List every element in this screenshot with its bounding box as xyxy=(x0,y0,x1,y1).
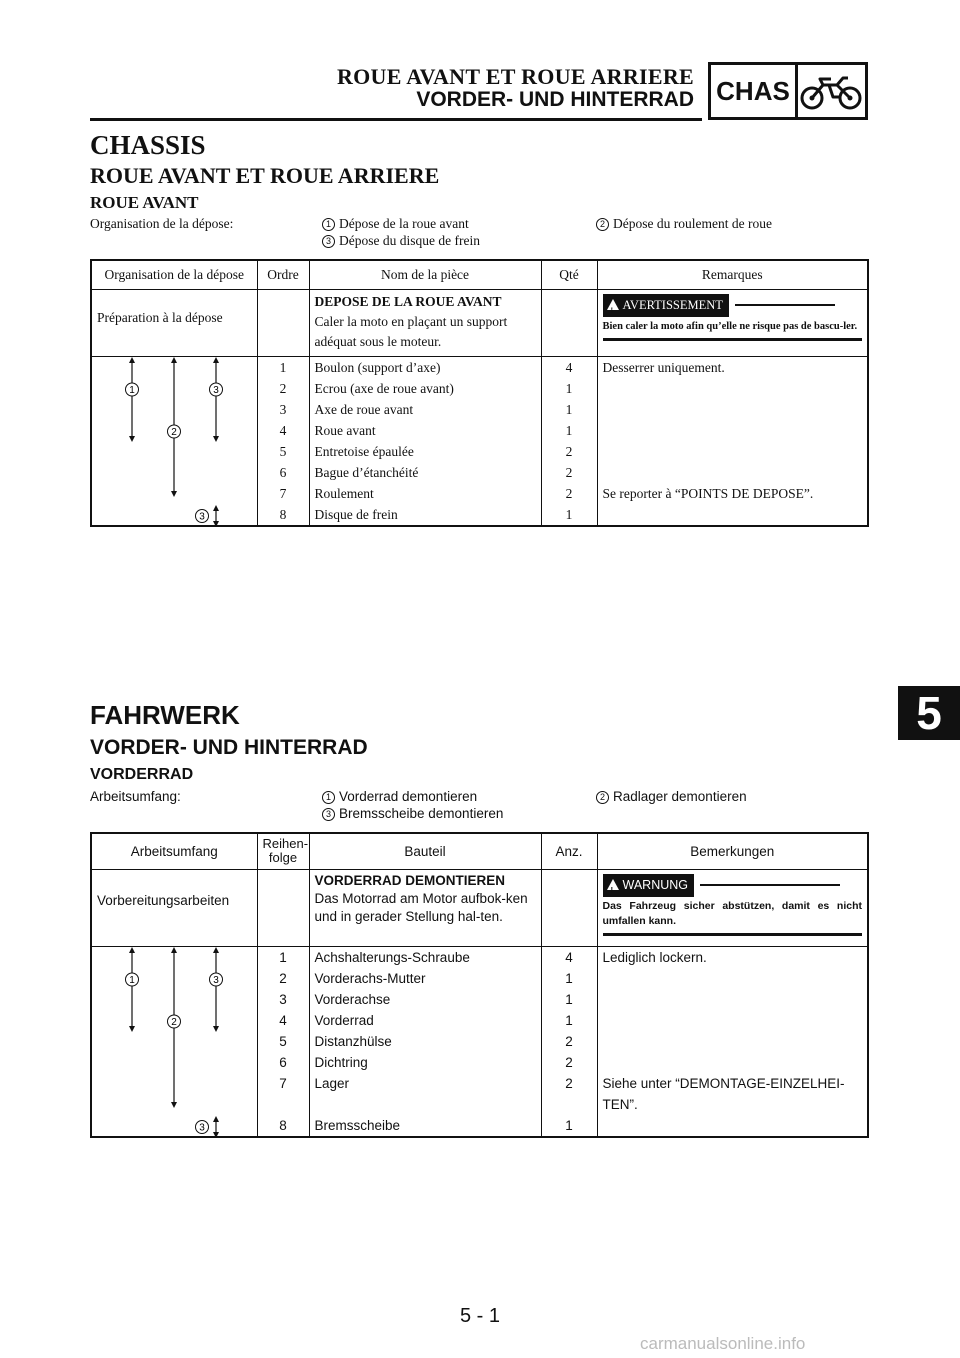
part-qty: 1 xyxy=(541,399,597,420)
part-qty: 2 xyxy=(541,1031,597,1052)
prep-title: VORDERRAD DEMONTIEREN xyxy=(314,872,506,888)
marker-3: 3 xyxy=(322,235,335,248)
step-order: 2 xyxy=(257,968,309,989)
scope-item-fr-1: 1 Dépose de la roue avant xyxy=(322,216,469,232)
scope-label-fr: Organisation de la dépose: xyxy=(90,216,234,231)
step-grouping-diagram xyxy=(91,356,257,526)
removal-table-fr xyxy=(90,259,869,527)
part-name: Axe de roue avant xyxy=(309,399,541,420)
step-order: 8 xyxy=(257,504,309,526)
col-header: Anz. xyxy=(541,833,597,869)
remark: Siehe unter “DEMONTAGE-EINZELHEI-TEN”. xyxy=(597,1073,868,1115)
step-grouping-diagram xyxy=(91,946,257,1137)
part-name: Bremsscheibe xyxy=(309,1115,541,1137)
remark xyxy=(597,420,868,441)
step-order: 1 xyxy=(257,946,309,968)
part-qty: 2 xyxy=(541,1052,597,1073)
step-order: 3 xyxy=(257,399,309,420)
part-name: Roue avant xyxy=(309,420,541,441)
section-badge xyxy=(708,62,868,120)
marker-1-label: 1 xyxy=(129,384,135,396)
col-header: Bemerkungen xyxy=(597,833,868,869)
page-number: 5 - 1 xyxy=(459,1305,501,1327)
remark xyxy=(597,1031,868,1052)
part-qty: 2 xyxy=(541,483,597,504)
marker-3-label: 3 xyxy=(213,974,219,986)
marker-3b-label: 3 xyxy=(199,511,205,522)
part-qty: 4 xyxy=(541,946,597,968)
col-header: Nom de la pièce xyxy=(309,260,541,289)
marker-2-label: 2 xyxy=(171,1016,177,1028)
col-header: Ordre xyxy=(257,260,309,289)
remark xyxy=(597,968,868,989)
step-order: 4 xyxy=(257,420,309,441)
motorcycle-icon xyxy=(799,69,863,115)
arrow-group-3-head-down xyxy=(213,436,219,442)
part-qty: 1 xyxy=(541,504,597,526)
remark xyxy=(597,399,868,420)
grouping-arrows xyxy=(92,947,258,1138)
arrow-group-2-head-up xyxy=(171,947,177,953)
preparation-row xyxy=(91,869,868,946)
remark xyxy=(597,441,868,462)
step-order: 2 xyxy=(257,378,309,399)
section-title-de: VORDER- UND HINTERRAD xyxy=(90,736,368,759)
arrow-group-2-head-down xyxy=(171,491,177,497)
arrow-group-3b-head-down xyxy=(213,521,219,527)
warning-text: Bien caler la moto afin qu’elle ne risque pas de bascu-ler. xyxy=(603,319,863,341)
arrow-group-3-head-up xyxy=(213,357,219,363)
part-qty: 4 xyxy=(541,356,597,378)
step-order: 5 xyxy=(257,441,309,462)
section-title-fr: ROUE AVANT ET ROUE ARRIERE xyxy=(90,163,440,188)
warning-text: Das Fahrzeug sicher abstützen, damit es nicht umfallen kann. xyxy=(603,899,863,936)
scope-item-de-3: 3 Bremsscheibe demontieren xyxy=(322,806,503,821)
step-order: 7 xyxy=(257,1073,309,1115)
marker-3: 3 xyxy=(322,808,335,821)
part-qty: 2 xyxy=(541,462,597,483)
marker-1: 1 xyxy=(322,791,335,804)
header-rule xyxy=(90,118,702,121)
marker-1-label: 1 xyxy=(129,974,135,986)
part-name: Boulon (support d’axe) xyxy=(309,356,541,378)
part-qty: 1 xyxy=(541,420,597,441)
remark xyxy=(597,1052,868,1073)
grouping-arrows xyxy=(92,357,258,527)
scope-item-de-2: 2 Radlager demontieren xyxy=(596,789,747,804)
prep-label: Préparation à la dépose xyxy=(91,289,257,356)
part-name: Roulement xyxy=(309,483,541,504)
warning-box xyxy=(597,289,868,356)
part-qty: 1 xyxy=(541,1115,597,1137)
prep-title: DEPOSE DE LA ROUE AVANT xyxy=(314,293,502,309)
part-name: Lager xyxy=(309,1073,541,1115)
chapter-tab: 5 xyxy=(898,686,960,740)
section-code: CHAS xyxy=(711,65,798,117)
warning-badge: ! AVERTISSEMENT xyxy=(603,294,729,317)
chapter-title-fr: CHASSIS xyxy=(90,130,206,160)
part-name: Distanzhülse xyxy=(309,1031,541,1052)
step-order: 6 xyxy=(257,462,309,483)
arrow-group-3b-head-up xyxy=(213,1116,219,1122)
arrow-group-3b-head-up xyxy=(213,505,219,511)
step-order: 1 xyxy=(257,356,309,378)
col-header: Bauteil xyxy=(309,833,541,869)
remark xyxy=(597,1010,868,1031)
part-name: Disque de frein xyxy=(309,504,541,526)
chapter-title-de: FAHRWERK xyxy=(90,700,240,730)
part-name: Vorderachs-Mutter xyxy=(309,968,541,989)
subsection-title-fr: ROUE AVANT xyxy=(90,193,199,212)
col-header: Organisation de la dépose xyxy=(91,260,257,289)
warning-box xyxy=(597,869,868,946)
part-qty: 1 xyxy=(541,1010,597,1031)
remark: Desserrer uniquement. xyxy=(597,356,868,378)
marker-2-label: 2 xyxy=(171,426,177,438)
header-title-de: VORDER- UND HINTERRAD xyxy=(416,88,694,111)
marker-3b-label: 3 xyxy=(199,1122,205,1133)
col-header: Arbeitsumfang xyxy=(91,833,257,869)
remark: Se reporter à “POINTS DE DEPOSE”. xyxy=(597,483,868,504)
remark xyxy=(597,1115,868,1137)
scope-item-de-1: 1 Vorderrad demontieren xyxy=(322,789,477,804)
part-name: Entretoise épaulée xyxy=(309,441,541,462)
scope-item-fr-2: 2 Dépose du roulement de roue xyxy=(596,216,772,232)
warning-icon: ! xyxy=(607,879,619,890)
step-order: 7 xyxy=(257,483,309,504)
col-header: Reihen-folge xyxy=(257,833,309,869)
marker-3-label: 3 xyxy=(213,384,219,396)
step-order: 8 xyxy=(257,1115,309,1137)
part-name: Dichtring xyxy=(309,1052,541,1073)
warning-badge: ! WARNUNG xyxy=(603,874,695,897)
arrow-group-1-head-down xyxy=(129,1026,135,1032)
prep-text: Das Motorrad am Motor aufbok-ken und in gerader Stellung hal-ten. xyxy=(314,890,528,924)
watermark: carmanualsonline.info xyxy=(640,1334,806,1353)
arrow-group-3b-head-down xyxy=(213,1132,219,1138)
arrow-group-2-head-down xyxy=(171,1102,177,1108)
arrow-group-1-head-up xyxy=(129,357,135,363)
marker-2: 2 xyxy=(596,218,609,231)
prep-label: Vorbereitungsarbeiten xyxy=(91,869,257,946)
arrow-group-3-head-up xyxy=(213,947,219,953)
col-header: Qté xyxy=(541,260,597,289)
arrow-group-1-head-up xyxy=(129,947,135,953)
step-order: 3 xyxy=(257,989,309,1010)
part-name: Achshalterungs-Schraube xyxy=(309,946,541,968)
arrow-group-2-head-up xyxy=(171,357,177,363)
header-title-fr: ROUE AVANT ET ROUE ARRIERE xyxy=(336,64,694,89)
part-name: Ecrou (axe de roue avant) xyxy=(309,378,541,399)
part-qty: 1 xyxy=(541,989,597,1010)
remark xyxy=(597,462,868,483)
part-name: Vorderachse xyxy=(309,989,541,1010)
table-header-row xyxy=(91,833,868,869)
table-header-row xyxy=(91,260,868,289)
marker-2: 2 xyxy=(596,791,609,804)
remark xyxy=(597,378,868,399)
part-qty: 1 xyxy=(541,968,597,989)
warning-icon: ! xyxy=(607,299,619,310)
step-order: 6 xyxy=(257,1052,309,1073)
table-row xyxy=(91,356,868,378)
scope-item-fr-3: 3 Dépose du disque de frein xyxy=(322,233,480,249)
preparation-row xyxy=(91,289,868,356)
part-name: Bague d’étanchéité xyxy=(309,462,541,483)
step-order: 4 xyxy=(257,1010,309,1031)
part-qty: 2 xyxy=(541,1073,597,1115)
col-header: Remarques xyxy=(597,260,868,289)
part-name: Vorderrad xyxy=(309,1010,541,1031)
remark xyxy=(597,504,868,526)
arrow-group-1-head-down xyxy=(129,436,135,442)
table-row xyxy=(91,946,868,968)
removal-table-de xyxy=(90,832,869,1138)
part-qty: 1 xyxy=(541,378,597,399)
scope-label-de: Arbeitsumfang: xyxy=(90,789,181,804)
part-qty: 2 xyxy=(541,441,597,462)
remark xyxy=(597,989,868,1010)
arrow-group-3-head-down xyxy=(213,1026,219,1032)
marker-1: 1 xyxy=(322,218,335,231)
prep-text: Caler la moto en plaçant un support adéquat sous le moteur. xyxy=(314,313,508,349)
step-order: 5 xyxy=(257,1031,309,1052)
remark: Lediglich lockern. xyxy=(597,946,868,968)
subsection-title-de: VORDERRAD xyxy=(90,766,194,783)
